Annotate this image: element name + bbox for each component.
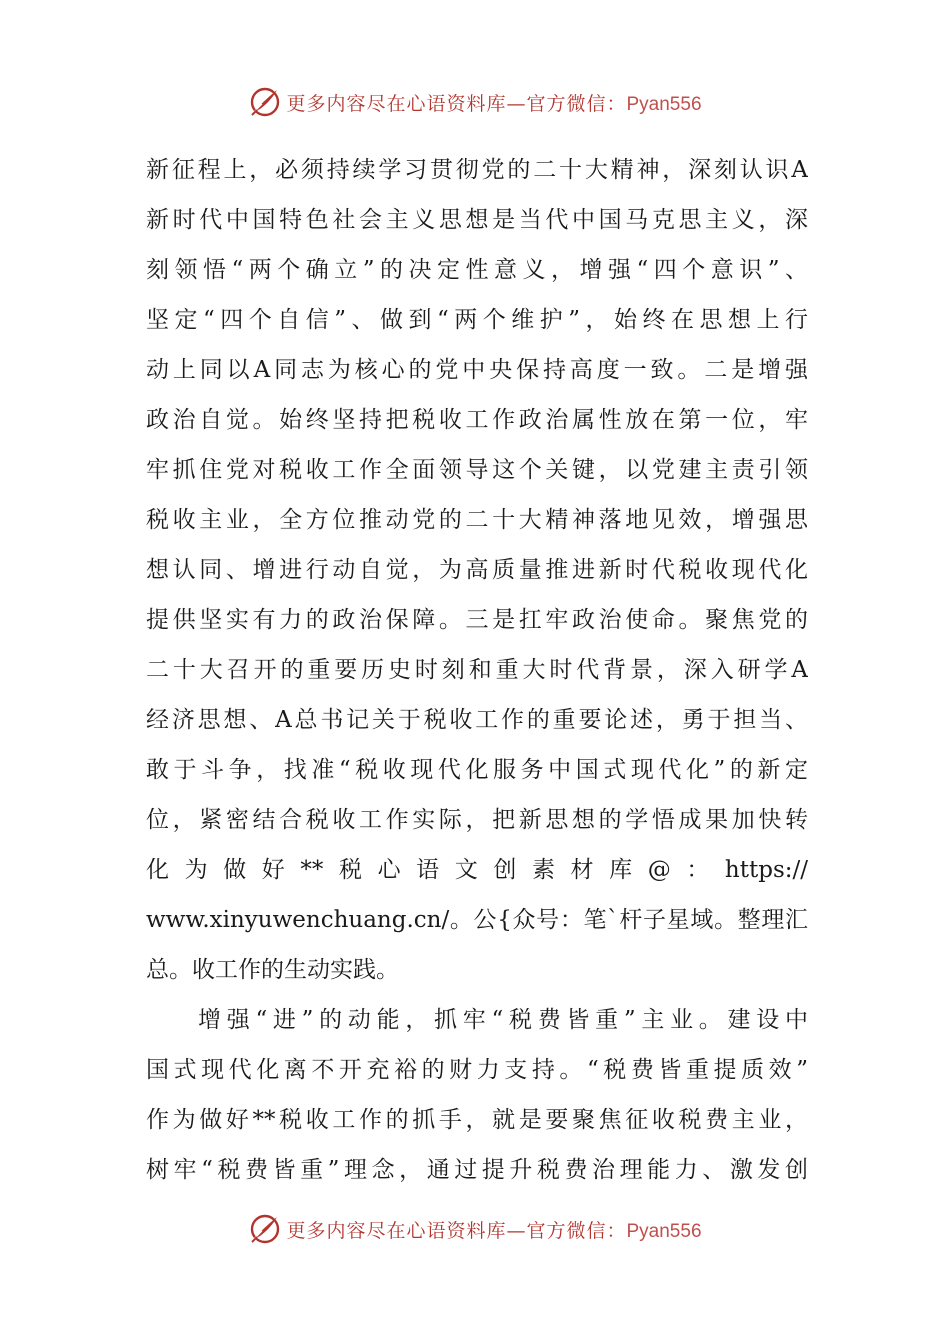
banner-handle: Pyan556 (626, 1220, 702, 1242)
quill-logo-icon (248, 85, 282, 119)
text-line: www.xinyuwenchuang.cn/。公{众号：笔`杆子星域。整理汇 (146, 907, 808, 933)
text-line: 新时代中国特色社会主义思想是当代中国马克思主义，深 (146, 207, 808, 233)
text-line: 经济思想、A总书记关于税收工作的重要论述，勇于担当、 (146, 707, 808, 733)
text-line: 想认同、增进行动自觉，为高质量推进新时代税收现代化 (146, 557, 808, 583)
text-line: 增强“进”的动能，抓牢“税费皆重”主业。建设中 (198, 1007, 808, 1033)
text-line: 政治自觉。始终坚持把税收工作政治属性放在第一位，牢 (146, 407, 808, 433)
text-line: 总。收工作的生动实践。 (146, 957, 399, 983)
document-body (146, 145, 808, 1195)
text-line: 刻领悟“两个确立”的决定性意义，增强“四个意识”、 (146, 257, 808, 283)
text-line: 新征程上，必须持续学习贯彻党的二十大精神，深刻认识A (146, 157, 808, 183)
header-banner (0, 80, 950, 124)
text-line: 树牢“税费皆重”理念，通过提升税费治理能力、激发创 (146, 1157, 808, 1183)
text-line: 作为做好**税收工作的抓手，就是要聚焦征收税费主业， (146, 1107, 808, 1133)
quill-logo-icon (248, 1212, 282, 1246)
paragraph-1 (146, 145, 808, 995)
text-line: 提供坚实有力的政治保障。三是扛牢政治使命。聚焦党的 (146, 607, 808, 633)
text-line: 位，紧密结合税收工作实际，把新思想的学悟成果加快转 (146, 807, 808, 833)
banner-text (286, 89, 701, 116)
footer-banner (0, 1207, 950, 1251)
banner-label: 更多内容尽在心语资料库—官方微信： (286, 1219, 627, 1242)
text-line: 牢抓住党对税收工作全面领导这个关键，以党建主责引领 (146, 457, 808, 483)
text-line: 敢于斗争，找准“税收现代化服务中国式现代化”的新定 (146, 757, 808, 783)
text-line: 二十大召开的重要历史时刻和重大时代背景，深入研学A (146, 657, 808, 683)
text-line: 坚定“四个自信”、做到“两个维护”，始终在思想上行 (146, 307, 808, 333)
banner-label: 更多内容尽在心语资料库—官方微信： (286, 92, 627, 115)
text-line: 国式现代化离不开充裕的财力支持。“税费皆重提质效” (146, 1057, 808, 1083)
text-line: 税收主业，全方位推动党的二十大精神落地见效，增强思 (146, 507, 808, 533)
text-line: 动上同以A同志为核心的党中央保持高度一致。二是增强 (146, 357, 808, 383)
banner-text (286, 1216, 701, 1243)
paragraph-2 (146, 995, 808, 1195)
banner-handle: Pyan556 (626, 93, 702, 115)
text-line: 化为做好**税心语文创素材库@：https:// (146, 857, 808, 883)
